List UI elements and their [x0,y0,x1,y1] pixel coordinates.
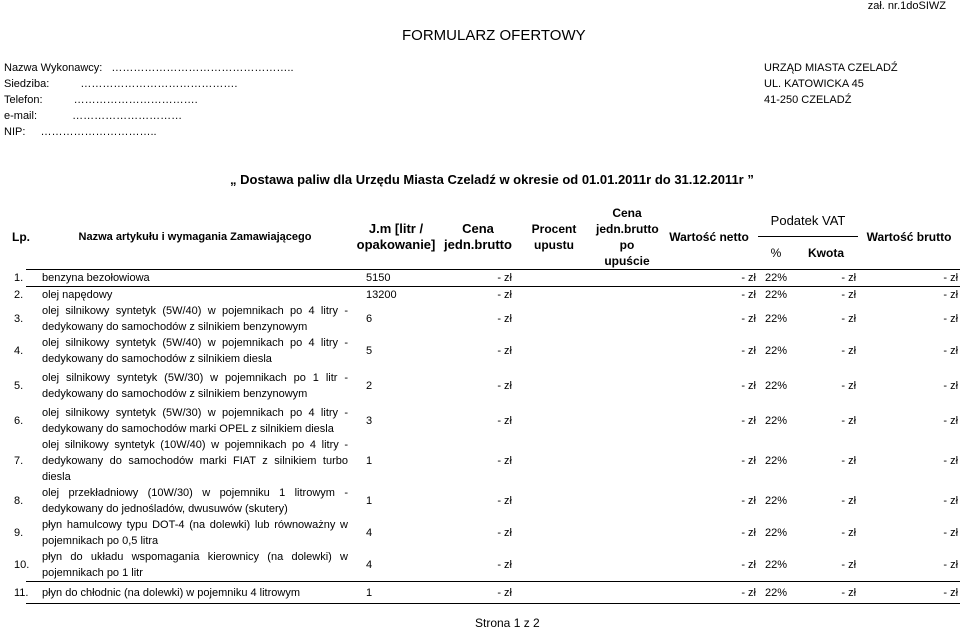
row-gross-value: - zł [943,586,959,599]
table-row [26,517,960,549]
offer-table [12,205,960,604]
row-discount [514,270,594,287]
contractor-name-label: Nazwa Wykonawcy: [4,62,103,74]
row-discount [514,485,594,517]
row-lp: 5. [14,380,24,392]
row-name: olej silnikowy syntetyk (5W/30) w pojemnikach po 4 litry - dedykowany do samochodów marki OPEL z silnikiem diesla [42,407,348,435]
row-discount [514,287,594,304]
row-lp: 6. [14,415,24,427]
contractor-email-dots: ………………………… [72,110,183,122]
col-header-unit: J.m [litr / opakowanie] [350,205,442,270]
row-unit-price: - zł [497,345,512,357]
header-row-top [26,205,960,236]
table-row [26,437,960,485]
row-vat-percent: 22% [764,313,788,325]
col-header-vat-pct: % [758,236,794,269]
col-header-price-after: Cena jedn.brutto po upuście [596,206,659,268]
buyer-name: URZĄD MIASTA CZELADŹ [764,62,898,74]
col-header-price: Cena jedn.brutto [442,205,514,270]
row-net-value: - zł [741,455,756,467]
row-vat-percent: 22% [764,527,788,539]
table-row [26,582,960,604]
row-quantity: 4 [366,559,373,571]
row-lp: 1. [14,272,24,284]
row-gross-value: - zł [943,559,959,571]
row-name: olej silnikowy syntetyk (5W/40) w pojemnikach po 4 litry - dedykowany do samochodów z silnikiem benzynowym [42,305,348,333]
offer-table-body [14,270,960,604]
table-row [26,287,960,304]
row-gross-value: - zł [943,380,959,392]
row-gross-value: - zł [943,272,959,284]
row-lp: 2. [14,289,24,301]
row-net-value: - zł [741,345,756,357]
row-unit-price: - zł [497,380,512,392]
row-net-value: - zł [741,586,756,599]
row-name: olej silnikowy syntetyk (10W/40) w pojemnikach po 4 litry - dedykowany do samochodów marki FIAT z silnikiem turbo diesla [42,439,348,483]
row-gross-value: - zł [943,313,959,325]
buyer-street: UL. KATOWICKA 45 [764,78,864,90]
row-discount [514,437,594,485]
row-lp: 9. [14,527,24,539]
row-net-value: - zł [741,313,756,325]
row-vat-percent: 22% [764,455,788,467]
col-header-name: Nazwa artykułu i wymagania Zamawiającego [40,205,350,270]
col-header-net: Wartość netto [660,205,758,270]
row-discount [514,335,594,367]
row-name: olej napędowy [42,289,113,301]
contractor-name-dots: ………………………………………….. [111,62,294,74]
row-quantity: 6 [366,313,373,325]
row-price-after-discount [594,582,660,604]
row-vat-percent: 22% [764,272,788,284]
row-vat-amount: - zł [841,586,857,599]
row-net-value: - zł [741,495,756,507]
row-net-value: - zł [741,527,756,539]
row-price-after-discount [594,367,660,405]
row-gross-value: - zł [943,345,959,357]
col-header-vat: Podatek VAT [758,205,858,236]
row-name: olej silnikowy syntetyk (5W/30) w pojemnikach po 1 litr - dedykowany do samochodów z silnikiem benzynowym [42,372,348,400]
row-unit-price: - zł [497,289,512,301]
page-footer: Strona 1 z 2 [475,616,540,630]
row-vat-amount: - zł [841,415,857,427]
table-row [26,549,960,582]
row-vat-amount: - zł [841,345,857,357]
table-row [26,335,960,367]
row-vat-percent: 22% [764,380,788,392]
row-unit-price: - zł [497,415,512,427]
row-discount [514,517,594,549]
col-header-lp: Lp. [12,205,26,270]
row-vat-percent: 22% [764,289,788,301]
row-vat-amount: - zł [841,313,857,325]
row-quantity: 5150 [366,272,391,284]
row-gross-value: - zł [943,455,959,467]
row-unit-price: - zł [497,559,512,571]
annex-label: zał. nr.1doSIWZ [867,0,946,12]
row-discount [514,405,594,437]
row-quantity: 1 [366,586,373,599]
row-unit-price: - zł [497,495,512,507]
row-name: płyn do chłodnic (na dolewki) w pojemniku 4 litrowym [42,586,301,599]
row-vat-percent: 22% [764,495,788,507]
contractor-name-line [4,60,294,76]
row-net-value: - zł [741,415,756,427]
row-vat-amount: - zł [841,527,857,539]
table-row [26,405,960,437]
row-price-after-discount [594,437,660,485]
row-price-after-discount [594,335,660,367]
table-row [26,367,960,405]
row-name: benzyna bezołowiowa [42,272,150,284]
row-net-value: - zł [741,272,756,284]
row-price-after-discount [594,517,660,549]
row-vat-amount: - zł [841,559,857,571]
row-quantity: 13200 [366,289,397,301]
row-name: płyn do układu wspomagania kierownicy (na dolewki) w pojemnikach po 1 litr [42,551,348,579]
row-lp: 10. [14,559,30,571]
contractor-nip-line [4,124,157,140]
row-lp: 8. [14,495,24,507]
row-lp: 7. [14,455,24,467]
col-header-vat-amount: Kwota [794,236,858,269]
row-vat-percent: 22% [764,586,788,599]
row-discount [514,582,594,604]
contractor-email-label: e-mail: [4,110,38,122]
row-vat-percent: 22% [764,559,788,571]
row-gross-value: - zł [943,289,959,301]
table-row [26,270,960,287]
contractor-seat-line [4,76,237,92]
contractor-phone-line [4,92,198,108]
row-net-value: - zł [741,559,756,571]
row-net-value: - zł [741,289,756,301]
table-row [26,485,960,517]
row-price-after-discount [594,270,660,287]
row-unit-price: - zł [497,272,512,284]
row-price-after-discount [594,549,660,582]
row-lp: 11. [14,586,29,599]
row-price-after-discount [594,287,660,304]
row-gross-value: - zł [943,415,959,427]
form-title: FORMULARZ OFERTOWY [402,27,586,44]
row-quantity: 1 [366,455,373,467]
procurement-subject: „ Dostawa paliw dla Urzędu Miasta Czeladź w okresie od 01.01.2011r do 31.12.2011r ” [230,172,754,187]
row-price-after-discount [594,485,660,517]
table-row [26,303,960,335]
row-lp: 3. [14,313,24,325]
row-vat-percent: 22% [764,345,788,357]
contractor-phone-dots: ……………………………. [73,94,198,106]
row-name: olej przekładniowy (10W/30) w pojemniku 1 litrowym - dedykowany do jednośladów, dwusuwów (skutery) [42,487,348,515]
row-lp: 4. [14,345,24,357]
col-header-discount: Procent upustu [514,205,594,270]
contractor-email-line [4,108,182,124]
row-net-value: - zł [741,380,756,392]
contractor-phone-label: Telefon: [4,94,43,106]
row-vat-amount: - zł [841,455,857,467]
row-gross-value: - zł [943,495,959,507]
row-discount [514,549,594,582]
row-price-after-discount [594,405,660,437]
row-unit-price: - zł [497,313,512,325]
row-quantity: 1 [366,495,373,507]
row-discount [514,303,594,335]
contractor-nip-label: NIP: [4,126,26,138]
row-unit-price: - zł [497,455,512,467]
row-unit-price: - zł [497,527,512,539]
buyer-city: 41-250 CZELADŹ [764,94,852,106]
row-vat-percent: 22% [764,415,788,427]
row-discount [514,367,594,405]
row-quantity: 5 [366,345,373,357]
contractor-seat-dots: ……………………………………. [80,78,238,90]
row-price-after-discount [594,303,660,335]
row-quantity: 4 [366,527,373,539]
contractor-seat-label: Siedziba: [4,78,50,90]
contractor-nip-dots: ………………………….. [40,126,157,138]
row-vat-amount: - zł [841,380,857,392]
row-vat-amount: - zł [841,272,857,284]
row-vat-amount: - zł [841,495,857,507]
row-quantity: 3 [366,415,373,427]
row-name: olej silnikowy syntetyk (5W/40) w pojemnikach po 4 litry - dedykowany do samochodów z silnikiem diesla [42,337,348,365]
row-gross-value: - zł [943,527,959,539]
row-name: płyn hamulcowy typu DOT-4 (na dolewki) lub równoważny w pojemnikach po 0,5 litra [42,519,348,547]
row-unit-price: - zł [497,586,512,599]
row-quantity: 2 [366,380,373,392]
row-vat-amount: - zł [841,289,857,301]
col-header-gross: Wartość brutto [858,205,960,270]
